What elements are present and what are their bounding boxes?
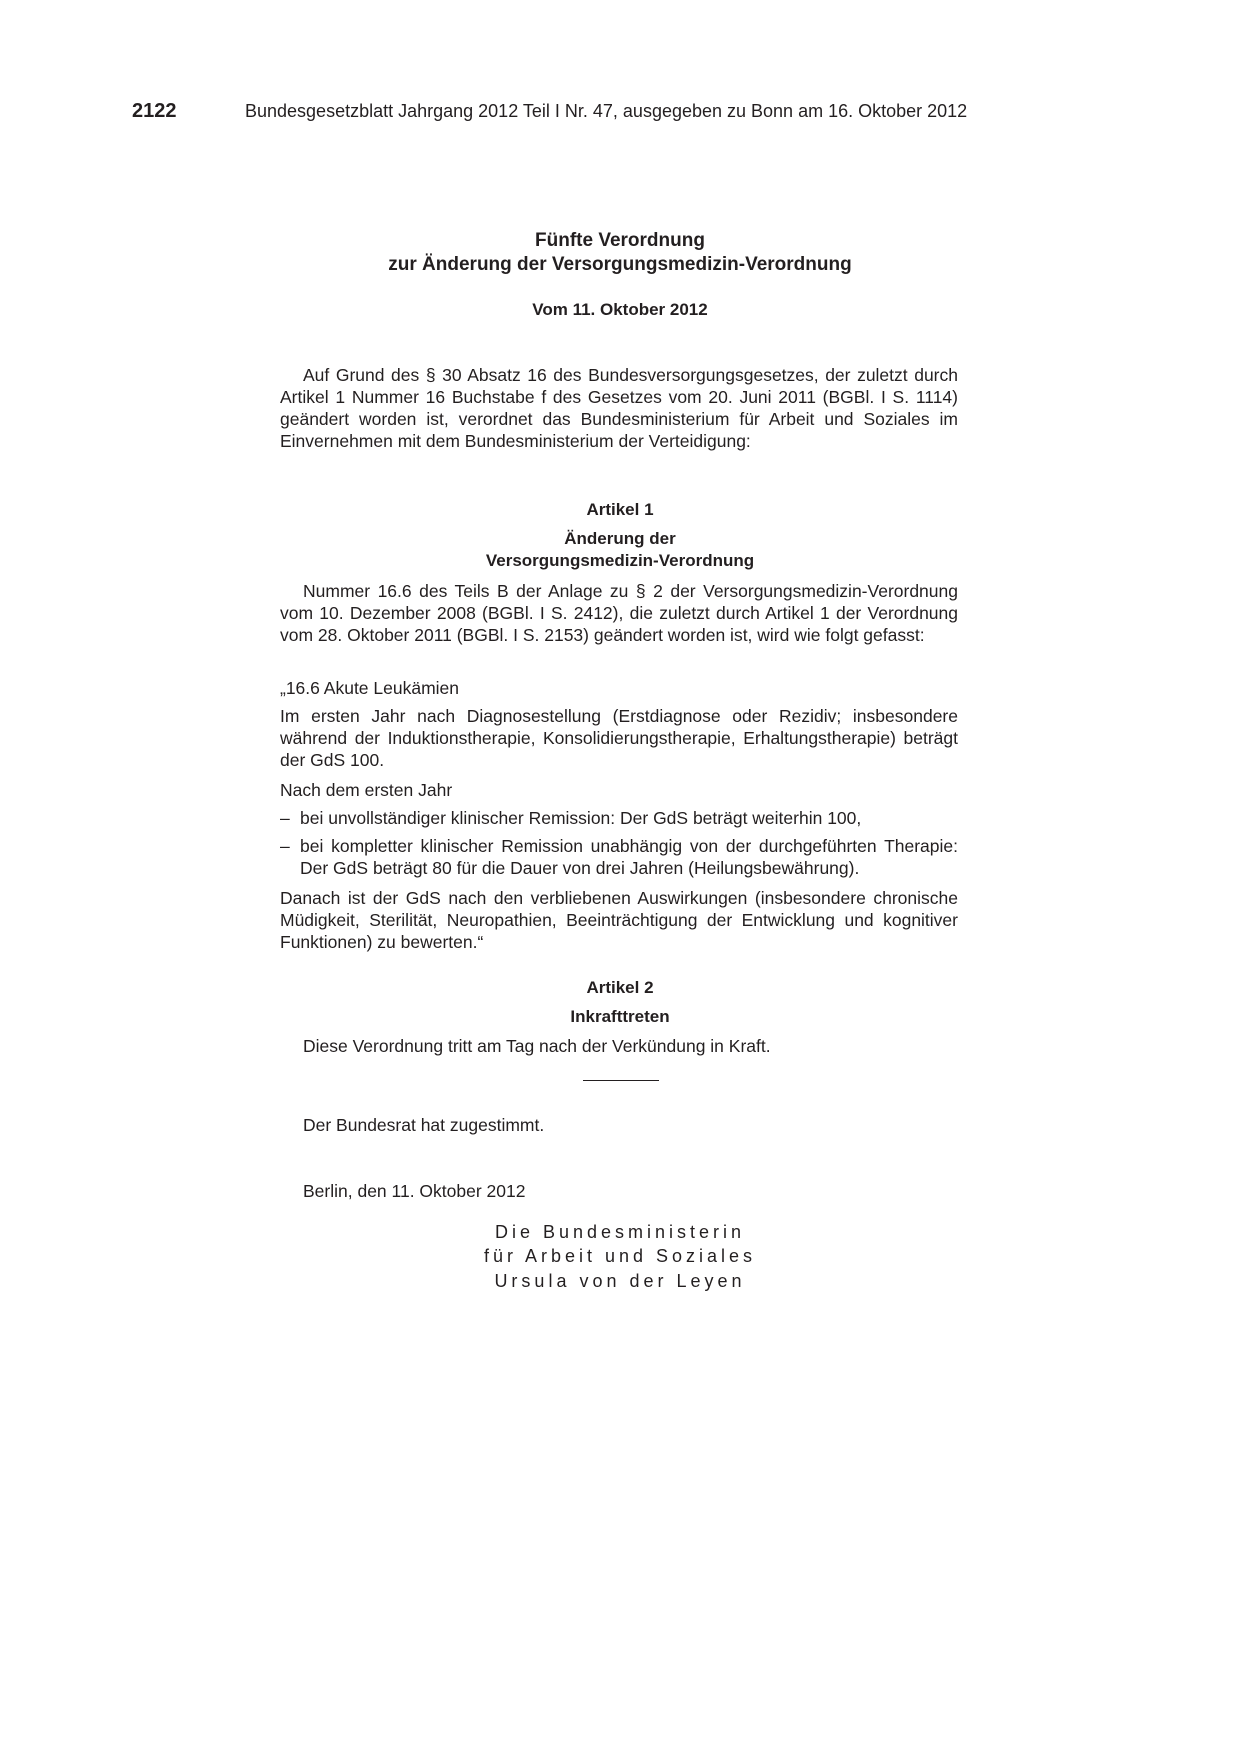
- article-1-heading: Artikel 1: [586, 500, 654, 519]
- page-number: 2122: [132, 100, 177, 122]
- preamble: Auf Grund des § 30 Absatz 16 des Bundesversorgungsgesetzes, der zuletzt durch Artikel 1 Nummer 16 Buchstabe f des Gesetzes vom 20. Juni 2011 (BGBl. I S. 1114) geändert worden ist, verordnet das Bundesministerium für Arbeit und Soziales im Einvernehmen mit dem Bundesministerium der Verteidigung:: [280, 365, 958, 451]
- signature-ministry: für Arbeit und Soziales: [483, 1246, 757, 1266]
- article-1-intro: Nummer 16.6 des Teils B der Anlage zu § 2 der Versorgungsmedizin-Verordnung vom 10. Dezember 2008 (BGBl. I S. 2412), die zuletzt durch Artikel 1 der Verordnung vom 28. Oktober 2011 (BGBl. I S. 2153) geändert worden ist, wird wie folgt gefasst:: [280, 581, 958, 645]
- article-1-subheading: Änderung der: [564, 529, 676, 548]
- bundesrat-note: Der Bundesrat hat zugestimmt.: [303, 1115, 545, 1135]
- list-item-text: bei kompletter klinischer Remission unabhängig von der durchgeführten Therapie: Der GdS beträgt 80 für die Dauer von drei Jahren (Heilungsbewährung).: [300, 836, 958, 878]
- ordinance-date: Vom 11. Oktober 2012: [532, 300, 708, 319]
- divider: [583, 1080, 659, 1081]
- ordinance-subtitle: zur Änderung der Versorgungsmedizin-Verordnung: [388, 254, 852, 275]
- item-title: „16.6 Akute Leukämien: [280, 678, 460, 698]
- article-2-text: Diese Verordnung tritt am Tag nach der Verkündung in Kraft.: [303, 1036, 771, 1056]
- running-title: Bundesgesetzblatt Jahrgang 2012 Teil I Nr. 47, ausgegeben zu Bonn am 16. Oktober 2012: [245, 101, 968, 121]
- first-year-paragraph: Im ersten Jahr nach Diagnosestellung (Erstdiagnose oder Rezidiv; insbesondere während der Induktionstherapie, Konsolidierungstherapie, Erhaltungstherapie) beträgt der GdS 100.: [280, 706, 958, 770]
- after-first-year: Nach dem ersten Jahr: [280, 780, 453, 800]
- article-2-subheading: Inkrafttreten: [570, 1007, 670, 1026]
- signature-name: Ursula von der Leyen: [494, 1271, 746, 1291]
- closing-paragraph: Danach ist der GdS nach den verbliebenen Auswirkungen (insbesondere chronische Müdigkeit, Sterilität, Neuropathien, Beeinträchtigung der Entwicklung und kognitiver Funktionen) zu bewerten.“: [280, 888, 958, 952]
- list-item: [280, 807, 958, 829]
- article-1-subheading-2: Versorgungsmedizin-Verordnung: [485, 551, 755, 570]
- place-date: Berlin, den 11. Oktober 2012: [303, 1181, 526, 1201]
- ordinance-title: Fünfte Verordnung: [535, 230, 705, 251]
- list-item-text: bei unvollständiger klinischer Remission: Der GdS beträgt weiterhin 100,: [300, 808, 862, 828]
- article-2-heading: Artikel 2: [586, 978, 654, 997]
- bullet-dash: –: [280, 836, 290, 856]
- signature-title: Die Bundesministerin: [494, 1222, 746, 1242]
- bullet-dash: –: [280, 808, 290, 828]
- list-item: [280, 835, 958, 879]
